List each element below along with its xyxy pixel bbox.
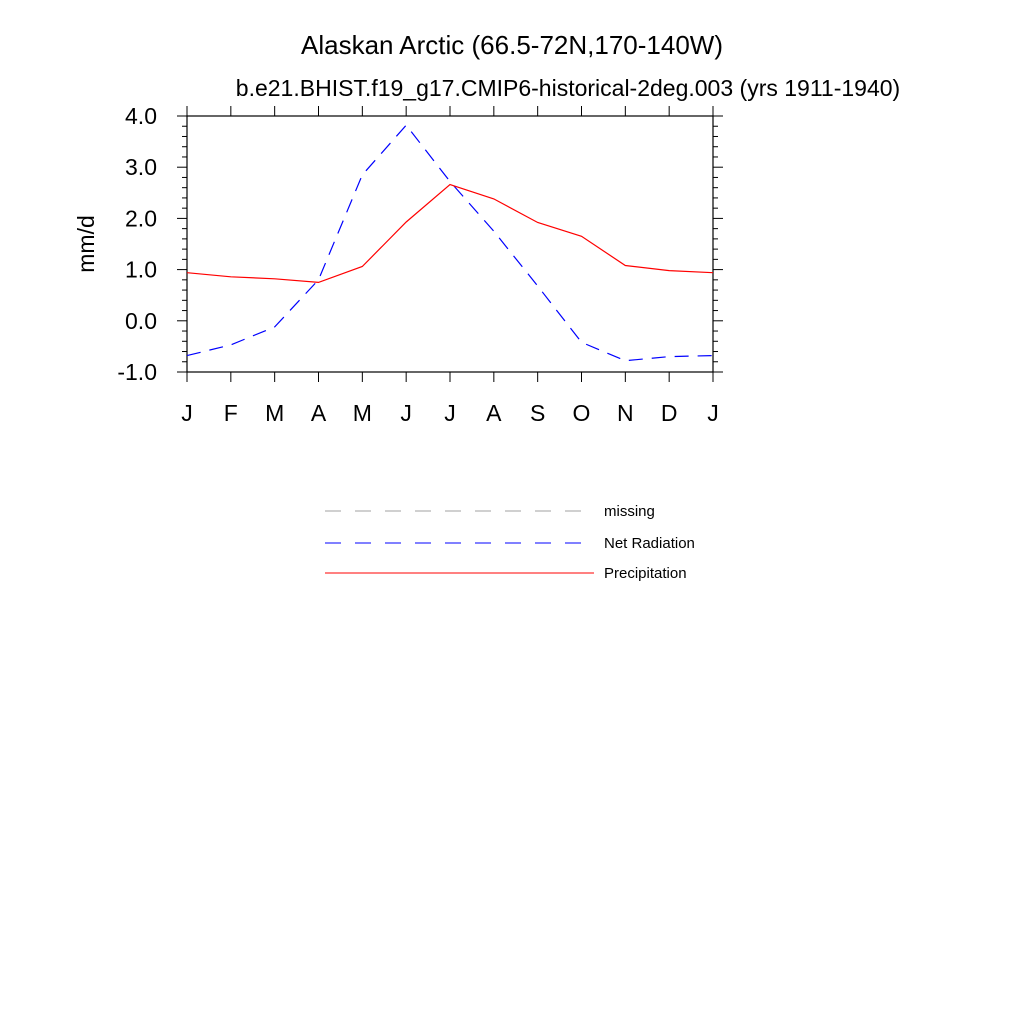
plot-frame [187,116,713,372]
chart-title: Alaskan Arctic (66.5-72N,170-140W) [301,30,723,60]
x-tick-label: D [660,400,678,426]
y-tick-label: 4.0 [125,103,157,129]
legend-label-precipitation: Precipitation [604,565,687,582]
x-tick-label: J [707,400,719,426]
y-axis-label: mm/d [73,215,99,273]
x-tick-label: J [400,400,412,426]
legend [325,503,695,582]
x-tick-label: O [572,400,591,426]
x-tick-label: A [310,400,327,426]
y-tick-label: -1.0 [117,359,157,385]
x-tick-label: J [444,400,456,426]
x-tick-label: A [486,400,502,426]
x-tick-label: M [265,400,285,426]
series-line-precipitation [187,185,713,283]
legend-label-missing: missing [604,503,655,520]
y-tick-label: 1.0 [125,256,157,283]
y-tick-label: 0.0 [125,307,157,334]
y-tick-label: 3.0 [125,154,157,181]
x-tick-label: S [529,400,546,426]
x-tick-label: J [181,400,193,426]
y-tick-label: 2.0 [125,205,157,232]
plot-area [117,103,723,426]
chart-subtitle: b.e21.BHIST.f19_g17.CMIP6-historical-2deg.003 (yrs 1911-1940) [235,75,901,101]
series-line-net-radiation [187,125,713,361]
x-tick-label: M [352,400,372,426]
x-tick-label: F [223,400,238,426]
x-tick-label: N [617,400,634,426]
legend-label-net-radiation: Net Radiation [604,535,695,552]
